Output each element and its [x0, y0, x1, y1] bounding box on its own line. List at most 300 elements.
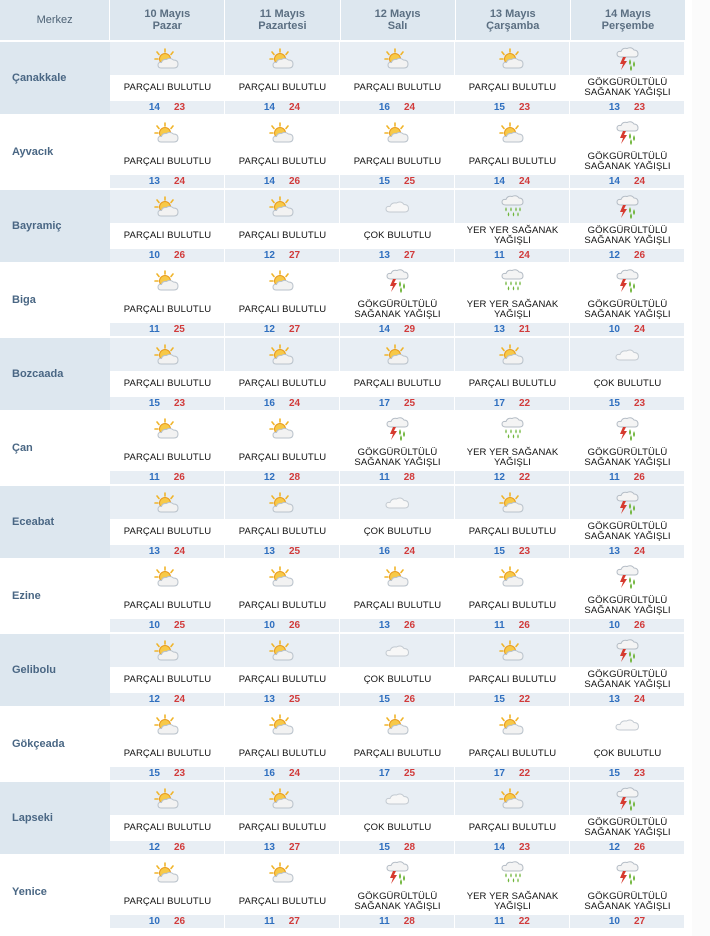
description-line: SAĞANAK YAĞIŞLI [584, 531, 671, 542]
temperature-range [225, 841, 340, 854]
forecast-cell [110, 338, 225, 412]
max-temperature: 28 [403, 916, 415, 927]
description-lines [469, 601, 556, 611]
weather-description [110, 519, 225, 545]
description-line: PARÇALI BULUTLU [238, 82, 327, 93]
description-lines [239, 675, 326, 685]
weather-description [110, 741, 225, 767]
min-temperature: 15 [493, 694, 505, 705]
day-date: 13 Mayıs [489, 8, 536, 20]
temperature-range [340, 397, 455, 410]
description-line: ÇOK BULUTLU [363, 674, 432, 685]
day-header [571, 0, 686, 42]
min-temperature: 12 [263, 472, 275, 483]
description-lines [364, 675, 432, 685]
description-line: PARÇALI BULUTLU [468, 674, 557, 685]
temperature-range [110, 471, 225, 484]
row-spacer [225, 928, 340, 930]
max-temperature: 22 [519, 472, 531, 483]
description-line: PARÇALI BULUTLU [238, 230, 327, 241]
temperature-range [340, 841, 455, 854]
description-line: PARÇALI BULUTLU [123, 600, 212, 611]
city-name[interactable]: Ezine [0, 560, 110, 634]
description-lines [124, 157, 211, 167]
description-lines [124, 453, 211, 463]
partly-cloudy-icon [110, 708, 225, 741]
city-name[interactable]: Ayvacık [0, 116, 110, 190]
min-temperature: 16 [378, 102, 390, 113]
day-date: 10 Mayıs [144, 8, 191, 20]
description-lines [467, 892, 559, 912]
description-lines [584, 892, 670, 912]
forecast-cell [455, 412, 570, 486]
description-line: GÖKGÜRÜLTÜLÜ [587, 817, 668, 828]
max-temperature: 25 [289, 546, 301, 557]
min-temperature: 15 [608, 768, 620, 779]
forecast-cell [455, 560, 570, 634]
description-line: SAĞANAK YAĞIŞLI [584, 161, 671, 172]
partly-cloudy-icon [225, 42, 340, 75]
weather-description [110, 667, 225, 693]
weather-description [570, 741, 685, 767]
thunderstorm-icon [570, 634, 685, 667]
temperature-range [570, 397, 685, 410]
thunderstorm-icon [570, 856, 685, 889]
cloudy-icon [570, 708, 685, 741]
max-temperature: 26 [404, 694, 416, 705]
weather-description [455, 223, 570, 249]
description-line: SAĞANAK YAĞIŞLI [584, 901, 671, 912]
weather-description [340, 593, 455, 619]
min-temperature: 14 [378, 324, 390, 335]
weather-description [340, 889, 455, 915]
description-lines [467, 226, 559, 246]
min-temperature: 17 [493, 768, 505, 779]
description-lines [124, 231, 211, 241]
description-line: SAĞANAK YAĞIŞLI [584, 679, 671, 690]
max-temperature: 26 [634, 620, 646, 631]
weather-description [570, 667, 685, 693]
city-name[interactable]: Lapseki [0, 782, 110, 856]
forecast-cell [340, 42, 455, 116]
description-line: SAĞANAK YAĞIŞLI [584, 827, 671, 838]
city-name[interactable]: Yenice [0, 856, 110, 930]
max-temperature: 24 [174, 546, 186, 557]
temperature-range [455, 767, 570, 780]
partly-cloudy-icon [455, 708, 570, 741]
description-lines [124, 675, 211, 685]
max-temperature: 24 [174, 694, 186, 705]
temperature-range [110, 397, 225, 410]
cloudy-icon [340, 782, 455, 815]
max-temperature: 25 [289, 694, 301, 705]
min-temperature: 14 [608, 176, 620, 187]
description-lines [354, 379, 441, 389]
weather-description [455, 519, 570, 545]
forecast-cell [340, 486, 455, 560]
cloudy-icon [340, 634, 455, 667]
page-edge [692, 0, 710, 936]
day-header [110, 0, 225, 42]
cloudy-icon [340, 190, 455, 223]
max-temperature: 26 [173, 472, 185, 483]
description-lines [364, 527, 432, 537]
weather-description [110, 371, 225, 397]
weather-description [225, 593, 340, 619]
min-temperature: 13 [148, 176, 160, 187]
min-temperature: 11 [149, 324, 160, 335]
max-temperature: 24 [634, 694, 646, 705]
description-lines [584, 448, 670, 468]
city-name[interactable]: Çan [0, 412, 110, 486]
description-line: PARÇALI BULUTLU [238, 304, 327, 315]
min-temperature: 13 [493, 324, 505, 335]
weather-description [110, 223, 225, 249]
weather-description [225, 519, 340, 545]
description-line: PARÇALI BULUTLU [123, 674, 212, 685]
description-lines [124, 379, 211, 389]
temperature-range [455, 619, 570, 632]
min-temperature: 13 [263, 842, 275, 853]
description-lines [239, 601, 326, 611]
partly-cloudy-icon [110, 116, 225, 149]
description-lines [594, 749, 662, 759]
description-line: YER YER SAĞANAK [466, 447, 559, 458]
temperature-range [455, 471, 570, 484]
thunderstorm-icon [570, 560, 685, 593]
temperature-range [570, 619, 685, 632]
description-line: GÖKGÜRÜLTÜLÜ [587, 151, 668, 162]
weather-description [110, 297, 225, 323]
day-header [225, 0, 340, 42]
forecast-cell [455, 486, 570, 560]
description-line: ÇOK BULUTLU [593, 378, 662, 389]
city-name[interactable]: Eceabat [0, 486, 110, 560]
description-line: GÖKGÜRÜLTÜLÜ [357, 891, 438, 902]
partly-cloudy-icon [340, 708, 455, 741]
min-temperature: 11 [379, 472, 390, 483]
min-temperature: 13 [608, 102, 620, 113]
temperature-range [110, 101, 225, 114]
min-temperature: 10 [263, 620, 275, 631]
max-temperature: 22 [519, 398, 531, 409]
max-temperature: 24 [404, 102, 416, 113]
description-line: PARÇALI BULUTLU [123, 748, 212, 759]
forecast-cell [110, 42, 225, 116]
description-line: PARÇALI BULUTLU [123, 378, 212, 389]
temperature-range [340, 471, 455, 484]
day-date: 14 Mayıs [604, 8, 651, 20]
description-line: PARÇALI BULUTLU [353, 156, 442, 167]
partly-cloudy-icon [110, 856, 225, 889]
showers-icon [455, 412, 570, 445]
temperature-range [110, 841, 225, 854]
forecast-cell [340, 116, 455, 190]
description-line: GÖKGÜRÜLTÜLÜ [587, 77, 668, 88]
temperature-range [570, 545, 685, 558]
description-line: YAĞIŞLI [494, 309, 531, 320]
weather-description [340, 741, 455, 767]
description-lines [124, 897, 211, 907]
weather-description [225, 371, 340, 397]
thunderstorm-icon [340, 856, 455, 889]
description-line: PARÇALI BULUTLU [468, 822, 557, 833]
partly-cloudy-icon [225, 708, 340, 741]
city-name[interactable]: Çanakkale [0, 42, 110, 116]
forecast-cell [455, 42, 570, 116]
max-temperature: 25 [173, 324, 185, 335]
min-temperature: 11 [494, 916, 505, 927]
min-temperature: 17 [493, 398, 505, 409]
partly-cloudy-icon [110, 190, 225, 223]
weather-description [110, 889, 225, 915]
description-lines [354, 448, 440, 468]
min-temperature: 16 [263, 398, 275, 409]
max-temperature: 22 [519, 694, 531, 705]
min-temperature: 12 [608, 842, 620, 853]
description-line: ÇOK BULUTLU [363, 230, 432, 241]
forecast-cell [110, 116, 225, 190]
temperature-range [455, 101, 570, 114]
forecast-cell [225, 560, 340, 634]
min-temperature: 11 [264, 916, 275, 927]
description-lines [467, 300, 559, 320]
min-temperature: 13 [608, 694, 620, 705]
min-temperature: 14 [493, 176, 505, 187]
weather-description [570, 297, 685, 323]
thunderstorm-icon [570, 264, 685, 297]
description-lines [469, 379, 556, 389]
description-lines [124, 823, 211, 833]
max-temperature: 24 [519, 176, 531, 187]
forecast-cell [225, 264, 340, 338]
max-temperature: 25 [404, 176, 416, 187]
description-line: PARÇALI BULUTLU [468, 378, 557, 389]
weather-description [340, 371, 455, 397]
description-lines [124, 83, 211, 93]
temperature-range [455, 915, 570, 928]
cloudy-icon [570, 338, 685, 371]
description-lines [584, 818, 670, 838]
table-row [0, 116, 686, 190]
row-spacer [110, 928, 225, 930]
max-temperature: 26 [174, 916, 186, 927]
min-temperature: 14 [263, 102, 275, 113]
city-name[interactable]: Biga [0, 264, 110, 338]
description-line: SAĞANAK YAĞIŞLI [584, 235, 671, 246]
partly-cloudy-icon [110, 264, 225, 297]
description-lines [239, 527, 326, 537]
max-temperature: 28 [403, 472, 415, 483]
day-weekday: Pazar [152, 20, 182, 32]
description-line: YAĞIŞLI [494, 457, 531, 468]
temperature-range [455, 397, 570, 410]
description-lines [354, 892, 440, 912]
partly-cloudy-icon [225, 782, 340, 815]
weather-description [340, 445, 455, 471]
description-line: YER YER SAĞANAK [466, 225, 559, 236]
description-lines [469, 823, 556, 833]
min-temperature: 10 [608, 916, 620, 927]
forecast-cell [225, 190, 340, 264]
description-lines [584, 522, 670, 542]
partly-cloudy-icon [110, 634, 225, 667]
temperature-range [570, 175, 685, 188]
temperature-range [570, 915, 685, 928]
forecast-cell [225, 42, 340, 116]
forecast-cell [225, 412, 340, 486]
max-temperature: 27 [288, 916, 300, 927]
temperature-range [110, 175, 225, 188]
min-temperature: 11 [379, 916, 390, 927]
max-temperature: 26 [634, 250, 646, 261]
temperature-range [110, 619, 225, 632]
partly-cloudy-icon [110, 486, 225, 519]
weather-description [455, 741, 570, 767]
min-temperature: 16 [263, 768, 275, 779]
weather-description [340, 149, 455, 175]
temperature-range [570, 101, 685, 114]
weather-description [340, 667, 455, 693]
max-temperature: 23 [174, 768, 186, 779]
min-temperature: 11 [149, 472, 160, 483]
temperature-range [110, 767, 225, 780]
description-lines [239, 231, 326, 241]
temperature-range [110, 915, 225, 928]
temperature-range [225, 101, 340, 114]
max-temperature: 27 [404, 250, 416, 261]
min-temperature: 13 [263, 694, 275, 705]
city-name[interactable]: Gelibolu [0, 634, 110, 708]
day-weekday: Çarşamba [486, 20, 540, 32]
temperature-range [340, 175, 455, 188]
min-temperature: 15 [493, 546, 505, 557]
partly-cloudy-icon [225, 190, 340, 223]
partly-cloudy-icon [225, 412, 340, 445]
min-temperature: 13 [608, 546, 620, 557]
forecast-cell [570, 338, 685, 412]
weather-description [225, 667, 340, 693]
description-lines [584, 226, 670, 246]
forecast-cell [340, 190, 455, 264]
weather-description [340, 223, 455, 249]
description-line: PARÇALI BULUTLU [123, 896, 212, 907]
forecast-cell [225, 116, 340, 190]
max-temperature: 28 [289, 472, 301, 483]
max-temperature: 26 [634, 842, 646, 853]
table-header [0, 0, 686, 42]
table-row [0, 486, 686, 560]
description-lines [584, 596, 670, 616]
thunderstorm-icon [570, 190, 685, 223]
temperature-range [340, 767, 455, 780]
weather-description [110, 593, 225, 619]
weather-description [455, 815, 570, 841]
forecast-cell [455, 856, 570, 930]
table-row [0, 190, 686, 264]
forecast-cell [110, 782, 225, 856]
city-name[interactable]: Bozcaada [0, 338, 110, 412]
description-lines [354, 601, 441, 611]
table-row [0, 856, 686, 930]
weather-description [455, 149, 570, 175]
description-lines [584, 300, 670, 320]
forecast-cell [570, 116, 685, 190]
table-row [0, 708, 686, 782]
city-name[interactable]: Gökçeada [0, 708, 110, 782]
min-temperature: 15 [378, 842, 390, 853]
partly-cloudy-icon [340, 42, 455, 75]
forecast-cell [225, 338, 340, 412]
weather-description [570, 75, 685, 101]
day-date: 11 Mayıs [259, 8, 306, 20]
description-lines [584, 670, 670, 690]
description-lines [364, 231, 432, 241]
description-lines [239, 823, 326, 833]
table-row [0, 42, 686, 116]
weather-description [455, 593, 570, 619]
description-lines [354, 157, 441, 167]
description-lines [124, 527, 211, 537]
description-line: GÖKGÜRÜLTÜLÜ [357, 447, 438, 458]
description-line: PARÇALI BULUTLU [353, 600, 442, 611]
description-lines [584, 152, 670, 172]
max-temperature: 26 [174, 250, 186, 261]
description-line: PARÇALI BULUTLU [468, 600, 557, 611]
day-date: 12 Mayıs [374, 8, 421, 20]
max-temperature: 22 [519, 768, 531, 779]
weather-description [455, 889, 570, 915]
showers-icon [455, 856, 570, 889]
description-lines [239, 305, 326, 315]
cloudy-icon [340, 486, 455, 519]
description-line: SAĞANAK YAĞIŞLI [584, 309, 671, 320]
min-temperature: 12 [148, 842, 160, 853]
city-name[interactable]: Bayramiç [0, 190, 110, 264]
temperature-range [110, 693, 225, 706]
weather-description [225, 149, 340, 175]
weather-description [455, 75, 570, 101]
max-temperature: 24 [289, 398, 301, 409]
description-lines [124, 601, 211, 611]
max-temperature: 26 [518, 620, 530, 631]
description-lines [354, 300, 440, 320]
weather-description [570, 519, 685, 545]
forecast-cell [340, 412, 455, 486]
weather-description [570, 815, 685, 841]
partly-cloudy-icon [110, 560, 225, 593]
temperature-range [225, 545, 340, 558]
showers-icon [455, 190, 570, 223]
table-row [0, 412, 686, 486]
description-lines [469, 675, 556, 685]
partly-cloudy-icon [225, 560, 340, 593]
table-row [0, 560, 686, 634]
temperature-range [570, 767, 685, 780]
temperature-range [340, 323, 455, 336]
temperature-range [340, 249, 455, 262]
description-line: PARÇALI BULUTLU [468, 156, 557, 167]
forecast-cell [110, 708, 225, 782]
min-temperature: 12 [608, 250, 620, 261]
forecast-cell [225, 856, 340, 930]
forecast-cell [110, 486, 225, 560]
temperature-range [455, 323, 570, 336]
temperature-range [225, 767, 340, 780]
max-temperature: 25 [174, 620, 186, 631]
description-line: SAĞANAK YAĞIŞLI [354, 309, 441, 320]
description-line: PARÇALI BULUTLU [238, 600, 327, 611]
